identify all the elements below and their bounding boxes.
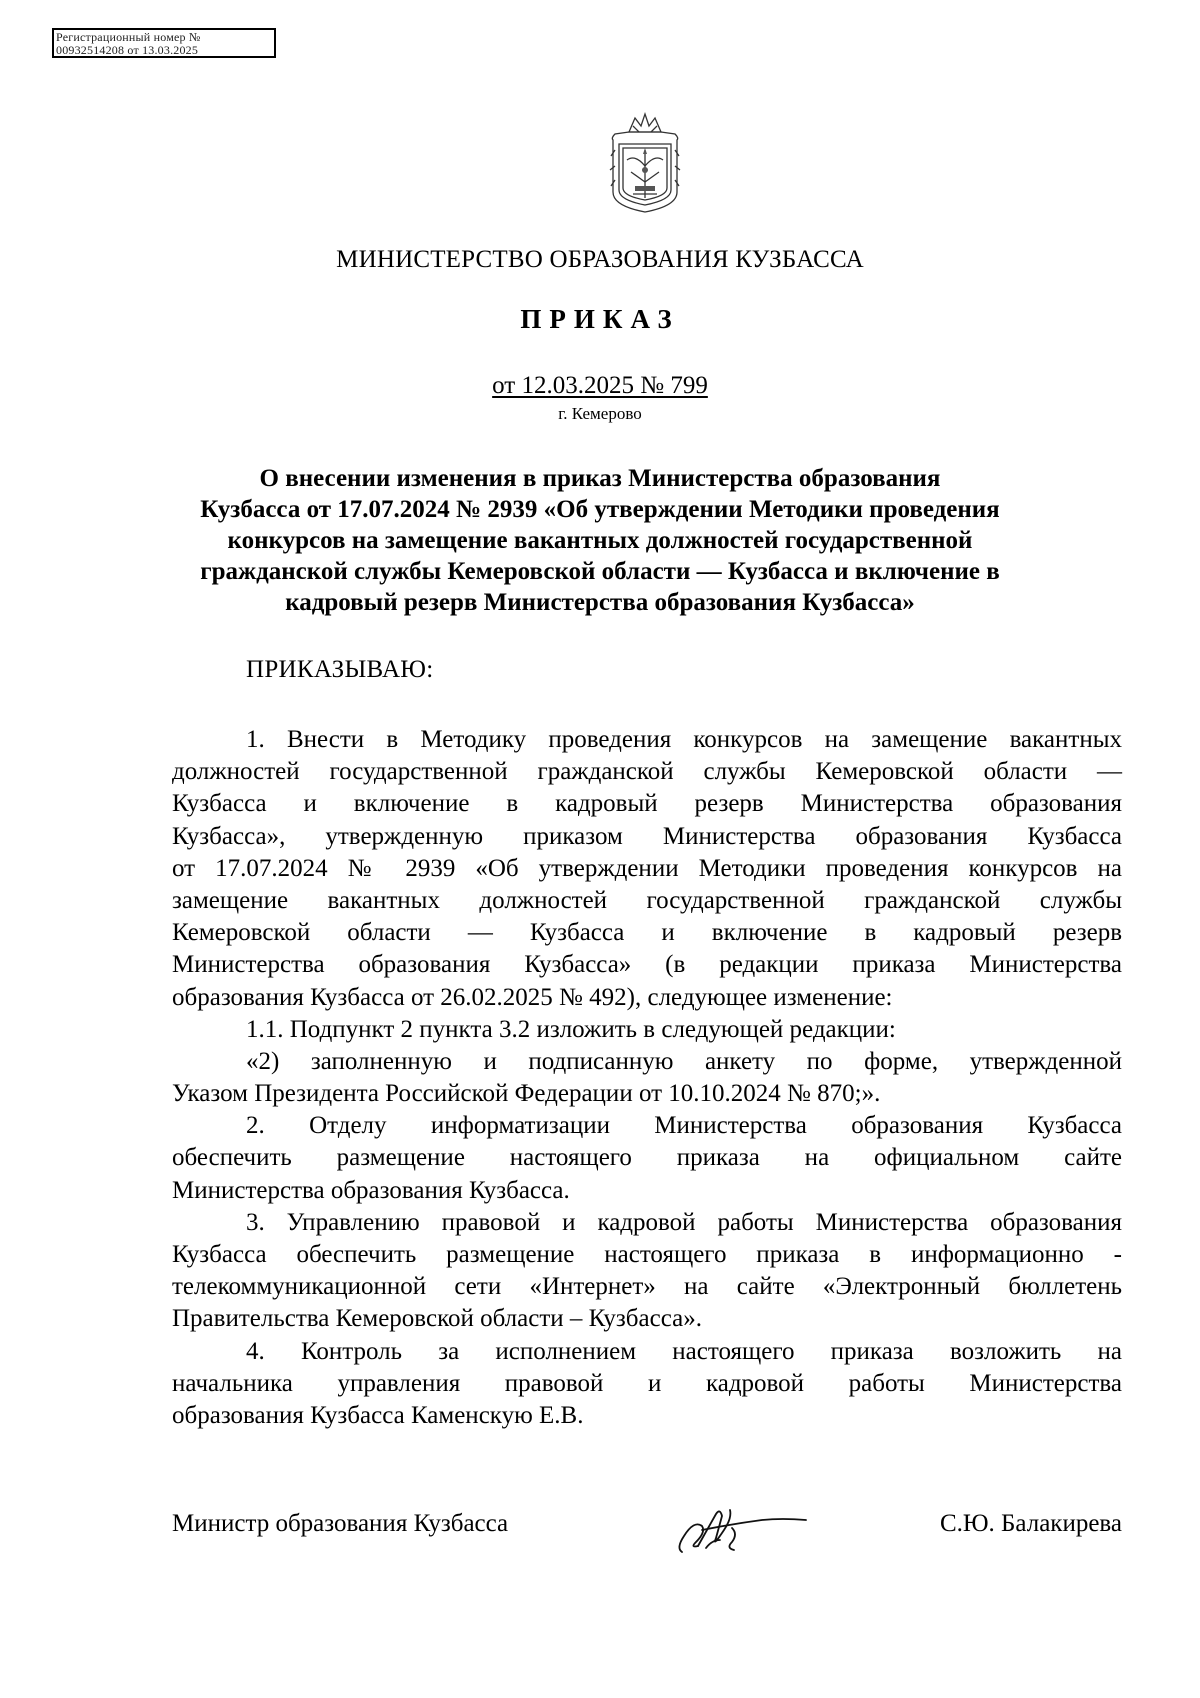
body-line: «2) заполненную и подписанную анкету по форме, утвержденной: [246, 1047, 1122, 1075]
body-line: 3. Управлению правовой и кадровой работы Министерства образования: [246, 1208, 1122, 1236]
city: г. Кемерово: [558, 404, 642, 423]
body-line: от 17.07.2024 № 2939 «Об утверждении Методики проведения конкурсов на: [172, 854, 1122, 882]
body-line: замещение вакантных должностей государственной гражданской службы: [172, 886, 1122, 914]
title-line: О внесении изменения в приказ Министерства образования: [259, 465, 941, 492]
body-line: Указом Президента Российской Федерации от 10.10.2024 № 870;».: [172, 1080, 881, 1108]
body-line: Правительства Кемеровской области – Кузбасса».: [172, 1305, 702, 1333]
body-line: Кузбасса обеспечить размещение настоящего приказа в информационно -: [172, 1241, 1122, 1268]
title-line: кадровый резерв Министерства образования Кузбасса»: [285, 589, 915, 616]
body-line: 1.1. Подпункт 2 пункта 3.2 изложить в следующей редакции:: [246, 1015, 896, 1043]
body-line: Кузбасса и включение в кадровый резерв Министерства образования: [172, 790, 1122, 818]
body-line: образования Кузбасса от 26.02.2025 № 492), следующее изменение:: [172, 983, 893, 1011]
handwritten-signature-icon: [672, 1490, 812, 1562]
signer-title: Министр образования Кузбасса: [172, 1510, 509, 1537]
body-line: должностей государственной гражданской службы Кемеровской области —: [172, 758, 1122, 786]
registration-stamp: [52, 28, 276, 58]
coat-of-arms-icon: [605, 110, 685, 214]
body-line: обеспечить размещение настоящего приказа на официальном сайте: [172, 1144, 1122, 1172]
order-date-number: [0, 372, 1200, 400]
ministry-name: МИНИСТЕРСТВО ОБРАЗОВАНИЯ КУЗБАССА: [336, 246, 864, 273]
registration-line-1: Регистрационный номер №: [56, 30, 201, 44]
title-line: конкурсов на замещение вакантных должностей государственной: [227, 527, 973, 554]
order-date-text: от 12.03.2025 № 799: [492, 372, 708, 399]
body-line: телекоммуникационной сети «Интернет» на сайте «Электронный бюллетень: [172, 1273, 1122, 1301]
body-line: начальника управления правовой и кадровой работы Министерства: [172, 1369, 1122, 1397]
body-line: 2. Отделу информатизации Министерства образования Кузбасса: [246, 1112, 1122, 1140]
title-line: гражданской службы Кемеровской области — Кузбасса и включение в: [200, 558, 1000, 585]
document-title: [150, 463, 1050, 618]
registration-line-2: 00932514208 от 13.03.2025: [56, 43, 199, 57]
body-line: 1. Внести в Методику проведения конкурсов на замещение вакантных: [246, 726, 1122, 753]
body-line: Министерства образования Кузбасса.: [172, 1176, 570, 1204]
document-type: ПРИКАЗ: [520, 304, 680, 334]
order-word: ПРИКАЗЫВАЮ:: [246, 656, 434, 683]
body-line: 4. Контроль за исполнением настоящего приказа возложить на: [246, 1337, 1122, 1365]
title-line: Кузбасса от 17.07.2024 № 2939 «Об утверждении Методики проведения: [200, 496, 1000, 523]
body-line: Министерства образования Кузбасса» (в редакции приказа Министерства: [172, 951, 1122, 979]
body-line: Кемеровской области — Кузбасса и включение в кадровый резерв: [172, 919, 1122, 947]
signer-name: С.Ю. Балакирева: [939, 1510, 1122, 1537]
body-line: образования Кузбасса Каменскую Е.В.: [172, 1401, 584, 1429]
document-body: [172, 724, 1122, 1432]
body-line: Кузбасса», утвержденную приказом Министерства образования Кузбасса: [172, 822, 1122, 850]
